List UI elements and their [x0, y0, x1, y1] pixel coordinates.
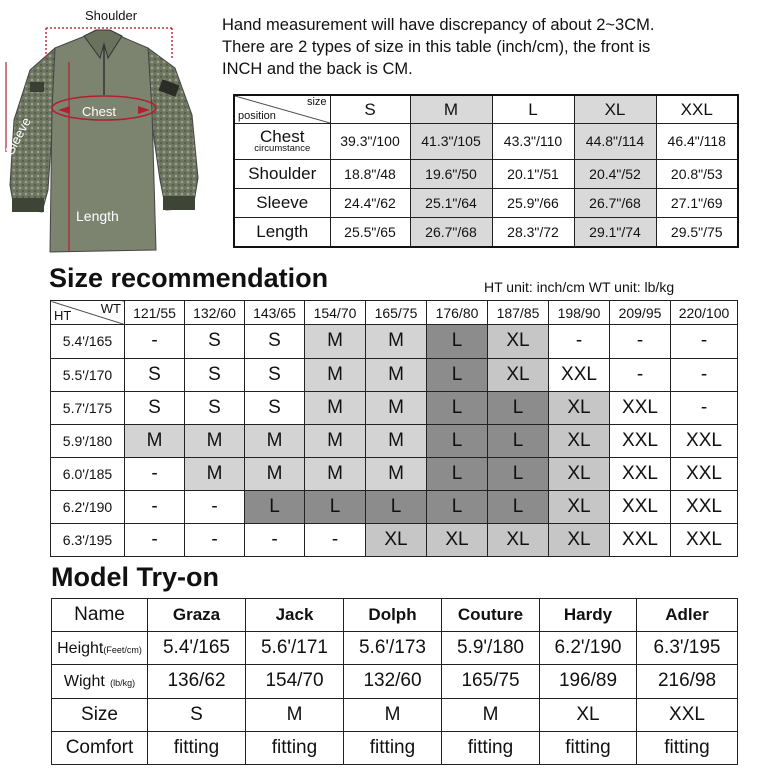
weight-row-label: Wight (lb/kg) — [52, 665, 148, 698]
recommendation-row — [51, 424, 738, 457]
model-height: 6.3'/195 — [637, 632, 738, 665]
weight-header: 176/80 — [427, 301, 488, 325]
recommended-size-cell: L — [427, 358, 488, 391]
note-line-1: Hand measurement will have discrepancy of about 2~3CM. — [222, 16, 655, 34]
row-label-length: Length — [234, 217, 330, 247]
recommended-size-cell: - — [610, 358, 671, 391]
measurement-table — [233, 94, 739, 248]
measurement-cell: 43.3"/110 — [492, 124, 574, 160]
recommended-size-cell: - — [671, 358, 738, 391]
model-weight: 165/75 — [442, 665, 540, 698]
recommended-size-cell: - — [245, 523, 305, 556]
measurement-row-length — [234, 217, 738, 247]
recommended-size-cell: - — [125, 457, 185, 490]
model-weight: 196/89 — [540, 665, 637, 698]
measurement-cell: 27.1"/69 — [656, 188, 738, 217]
recommended-size-cell: M — [185, 457, 245, 490]
recommended-size-cell: XL — [549, 490, 610, 523]
name-row-label: Name — [52, 599, 148, 632]
recommended-size-cell: - — [125, 523, 185, 556]
model-name: Graza — [148, 599, 246, 632]
recommended-size-cell: L — [427, 490, 488, 523]
weight-header: 165/75 — [366, 301, 427, 325]
recommendation-row — [51, 391, 738, 424]
model-comfort: fitting — [246, 731, 344, 764]
recommended-size-cell: L — [427, 457, 488, 490]
height-label: 6.2'/190 — [51, 490, 125, 523]
measurement-cell: 39.3"/100 — [330, 124, 410, 160]
measurement-cell: 20.1"/51 — [492, 159, 574, 188]
height-label: 6.0'/185 — [51, 457, 125, 490]
size-row-label: Size — [52, 698, 148, 731]
recommended-size-cell: XL — [549, 424, 610, 457]
model-height: 5.6'/173 — [344, 632, 442, 665]
model-size: M — [344, 698, 442, 731]
recommended-size-cell: XL — [549, 523, 610, 556]
height-label: 5.7'/175 — [51, 391, 125, 424]
rec-corner-cell — [51, 301, 125, 325]
recommended-size-cell: XL — [488, 358, 549, 391]
recommended-size-cell: M — [366, 457, 427, 490]
recommended-size-cell: XXL — [610, 523, 671, 556]
recommended-size-cell: XXL — [671, 457, 738, 490]
weight-header: 220/100 — [671, 301, 738, 325]
model-comfort: fitting — [540, 731, 637, 764]
weight-header: 209/95 — [610, 301, 671, 325]
model-height: 5.9'/180 — [442, 632, 540, 665]
recommended-size-cell: L — [245, 490, 305, 523]
recommended-size-cell: M — [366, 325, 427, 358]
height-row-label: Height(Feet/cm) — [52, 632, 148, 665]
model-size: XXL — [637, 698, 738, 731]
recommended-size-cell: - — [671, 325, 738, 358]
weight-header: 143/65 — [245, 301, 305, 325]
measurement-cell: 25.1"/64 — [410, 188, 492, 217]
recommendation-row — [51, 490, 738, 523]
row-label-sleeve: Sleeve — [234, 188, 330, 217]
weight-header: 198/90 — [549, 301, 610, 325]
measurement-cell: 25.5"/65 — [330, 217, 410, 247]
measurement-corner-cell — [234, 95, 330, 124]
weight-header: 121/55 — [125, 301, 185, 325]
measurement-note — [222, 14, 767, 80]
chest-label: Chest — [82, 104, 116, 119]
model-comfort: fitting — [442, 731, 540, 764]
measurement-row-shoulder — [234, 159, 738, 188]
recommended-size-cell: L — [366, 490, 427, 523]
row-label-chest: Chest circumstance — [234, 124, 330, 160]
row-label-shoulder: Shoulder — [234, 159, 330, 188]
measurement-cell: 26.7"/68 — [410, 217, 492, 247]
model-comfort-row — [52, 731, 738, 764]
model-name: Hardy — [540, 599, 637, 632]
measurement-cell: 41.3"/105 — [410, 124, 492, 160]
model-name: Adler — [637, 599, 738, 632]
model-weight-row — [52, 665, 738, 698]
recommended-size-cell: M — [366, 391, 427, 424]
recommended-size-cell: L — [427, 424, 488, 457]
size-header: L — [492, 95, 574, 124]
recommended-size-cell: S — [185, 391, 245, 424]
model-weight: 136/62 — [148, 665, 246, 698]
recommended-size-cell: S — [185, 358, 245, 391]
measurement-cell: 25.9"/66 — [492, 188, 574, 217]
height-label: 5.4'/165 — [51, 325, 125, 358]
recommended-size-cell: XL — [549, 457, 610, 490]
recommended-size-cell: M — [366, 424, 427, 457]
corner-position-label: position — [238, 110, 276, 122]
recommended-size-cell: M — [305, 391, 366, 424]
model-comfort: fitting — [148, 731, 246, 764]
recommended-size-cell: M — [366, 358, 427, 391]
recommended-size-cell: S — [125, 391, 185, 424]
measurement-row-sleeve — [234, 188, 738, 217]
measurement-header-row — [234, 95, 738, 124]
recommended-size-cell: M — [305, 358, 366, 391]
recommended-size-cell: - — [305, 523, 366, 556]
model-tryon-table — [51, 598, 738, 765]
model-name: Jack — [246, 599, 344, 632]
weight-header: 187/85 — [488, 301, 549, 325]
measurement-cell: 26.7"/68 — [574, 188, 656, 217]
recommended-size-cell: S — [245, 358, 305, 391]
recommended-size-cell: S — [185, 325, 245, 358]
height-label: 5.5'/170 — [51, 358, 125, 391]
recommended-size-cell: M — [245, 457, 305, 490]
recommended-size-cell: - — [185, 523, 245, 556]
recommended-size-cell: L — [305, 490, 366, 523]
recommended-size-cell: M — [305, 424, 366, 457]
recommended-size-cell: L — [488, 457, 549, 490]
measurement-cell: 44.8"/114 — [574, 124, 656, 160]
recommended-size-cell: S — [245, 325, 305, 358]
model-name: Couture — [442, 599, 540, 632]
model-size: S — [148, 698, 246, 731]
size-recommendation-table — [50, 300, 738, 557]
recommended-size-cell: M — [305, 325, 366, 358]
corner-wt-label: WT — [100, 301, 121, 316]
recommended-size-cell: XXL — [671, 490, 738, 523]
model-comfort: fitting — [344, 731, 442, 764]
recommended-size-cell: XXL — [610, 424, 671, 457]
recommended-size-cell: L — [488, 391, 549, 424]
size-header: XL — [574, 95, 656, 124]
model-weight: 132/60 — [344, 665, 442, 698]
model-name: Dolph — [344, 599, 442, 632]
recommended-size-cell: M — [185, 424, 245, 457]
corner-size-label: size — [306, 96, 327, 108]
measurement-cell: 20.4"/52 — [574, 159, 656, 188]
recommended-size-cell: XXL — [610, 391, 671, 424]
recommended-size-cell: XL — [488, 523, 549, 556]
recommended-size-cell: S — [245, 391, 305, 424]
measurement-cell: 20.8"/53 — [656, 159, 738, 188]
measurement-cell: 46.4"/118 — [656, 124, 738, 160]
model-size: M — [246, 698, 344, 731]
corner-ht-label: HT — [54, 308, 72, 324]
recommended-size-cell: XL — [427, 523, 488, 556]
model-size: XL — [540, 698, 637, 731]
recommended-size-cell: - — [125, 490, 185, 523]
weight-header-row — [51, 301, 738, 325]
height-label: 5.9'/180 — [51, 424, 125, 457]
shoulder-label: Shoulder — [85, 8, 138, 23]
recommendation-row — [51, 325, 738, 358]
length-label: Length — [76, 208, 119, 224]
recommended-size-cell: - — [671, 391, 738, 424]
model-height: 5.4'/165 — [148, 632, 246, 665]
recommendation-row — [51, 457, 738, 490]
comfort-row-label: Comfort — [52, 731, 148, 764]
recommended-size-cell: XL — [488, 325, 549, 358]
units-note: HT unit: inch/cm WT unit: lb/kg — [484, 279, 675, 295]
size-header: M — [410, 95, 492, 124]
recommended-size-cell: - — [549, 325, 610, 358]
model-height: 6.2'/190 — [540, 632, 637, 665]
recommended-size-cell: XXL — [610, 457, 671, 490]
recommended-size-cell: XXL — [610, 490, 671, 523]
recommended-size-cell: L — [427, 325, 488, 358]
recommended-size-cell: XXL — [671, 424, 738, 457]
note-line-2: There are 2 types of size in this table (inch/cm), the front is — [222, 38, 651, 56]
recommended-size-cell: S — [125, 358, 185, 391]
model-size-row — [52, 698, 738, 731]
size-recommendation-title: Size recommendation — [49, 263, 329, 293]
recommended-size-cell: L — [488, 490, 549, 523]
recommended-size-cell: M — [305, 457, 366, 490]
measurement-cell: 24.4"/62 — [330, 188, 410, 217]
shirt-diagram — [0, 0, 230, 262]
measurement-cell: 29.5"/75 — [656, 217, 738, 247]
model-comfort: fitting — [637, 731, 738, 764]
recommended-size-cell: - — [185, 490, 245, 523]
recommended-size-cell: XL — [366, 523, 427, 556]
measurement-cell: 18.8"/48 — [330, 159, 410, 188]
model-name-row — [52, 599, 738, 632]
recommended-size-cell: XL — [549, 391, 610, 424]
recommended-size-cell: - — [125, 325, 185, 358]
model-weight: 216/98 — [637, 665, 738, 698]
recommended-size-cell: L — [427, 391, 488, 424]
height-label: 6.3'/195 — [51, 523, 125, 556]
recommended-size-cell: M — [125, 424, 185, 457]
recommended-size-cell: XXL — [671, 523, 738, 556]
measurement-cell: 19.6"/50 — [410, 159, 492, 188]
model-weight: 154/70 — [246, 665, 344, 698]
recommended-size-cell: XXL — [549, 358, 610, 391]
weight-header: 154/70 — [305, 301, 366, 325]
measurement-row-chest — [234, 124, 738, 160]
weight-header: 132/60 — [185, 301, 245, 325]
model-height: 5.6'/171 — [246, 632, 344, 665]
recommended-size-cell: - — [610, 325, 671, 358]
model-height-row — [52, 632, 738, 665]
recommended-size-cell: L — [488, 424, 549, 457]
recommended-size-cell: M — [245, 424, 305, 457]
size-header: XXL — [656, 95, 738, 124]
measurement-cell: 29.1"/74 — [574, 217, 656, 247]
sleeve-label: Sleeve — [2, 114, 34, 158]
note-line-3: INCH and the back is CM. — [222, 60, 413, 78]
size-header: S — [330, 95, 410, 124]
measurement-cell: 28.3"/72 — [492, 217, 574, 247]
model-tryon-title: Model Try-on — [51, 562, 219, 592]
recommendation-row — [51, 358, 738, 391]
recommendation-row — [51, 523, 738, 556]
model-size: M — [442, 698, 540, 731]
